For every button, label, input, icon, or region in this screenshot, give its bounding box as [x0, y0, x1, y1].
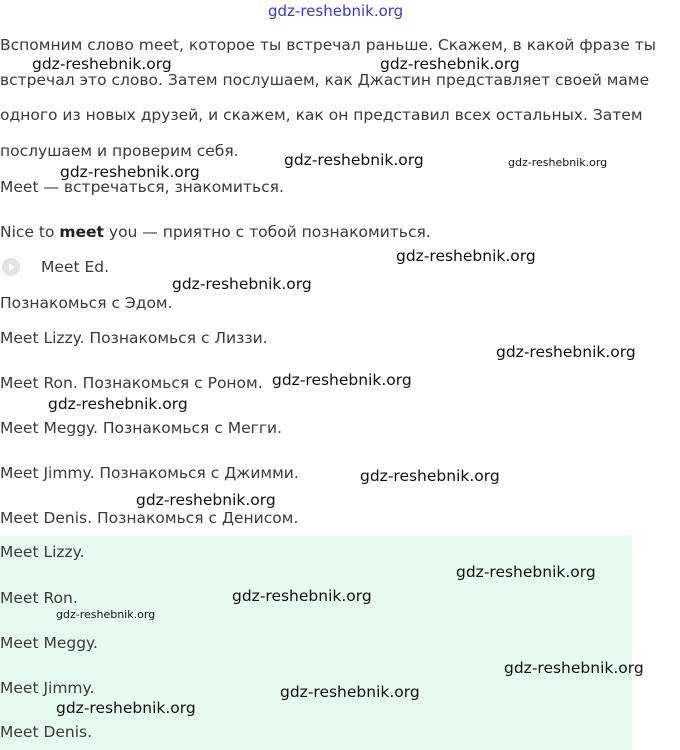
watermark: gdz-reshebnik.org: [360, 467, 500, 485]
watermark: gdz-reshebnik.org: [496, 343, 636, 361]
intro-line-3: одного из новых друзей, и скажем, как он представил всех остальных. Затем: [0, 106, 643, 124]
example-sentence: [0, 223, 431, 241]
example-after: you — приятно с тобой познакомиться.: [103, 223, 431, 241]
watermark: gdz-reshebnik.org: [456, 563, 596, 581]
audio-translation: Познакомься с Эдом.: [0, 294, 173, 312]
intro-line-4: послушаем и проверим себя.: [0, 142, 239, 160]
example-before: Nice to: [0, 223, 60, 241]
answer-meggy: Meet Meggy.: [0, 634, 98, 652]
answer-lizzy: Meet Lizzy.: [0, 543, 85, 561]
watermark: gdz-reshebnik.org: [284, 151, 424, 169]
watermark: gdz-reshebnik.org: [32, 55, 172, 73]
watermark-top: gdz-reshebnik.org: [268, 2, 404, 20]
example-bold: meet: [59, 223, 104, 241]
line-meggy: Meet Meggy. Познакомься с Мегги.: [0, 419, 282, 437]
watermark: gdz-reshebnik.org: [56, 608, 156, 621]
watermark: gdz-reshebnik.org: [48, 395, 188, 413]
definition: Meet — встречаться, знакомиться.: [0, 178, 284, 196]
answer-ron: Meet Ron.: [0, 589, 78, 607]
watermark: gdz-reshebnik.org: [60, 163, 200, 181]
line-ron: Meet Ron. Познакомься с Роном.: [0, 374, 263, 392]
intro-line-2: встречал это слово. Затем послушаем, как Джастин представляет своей маме: [0, 71, 650, 89]
line-jimmy: Meet Jimmy. Познакомься с Джимми.: [0, 464, 299, 482]
watermark: gdz-reshebnik.org: [396, 247, 536, 265]
watermark: gdz-reshebnik.org: [280, 683, 420, 701]
watermark: gdz-reshebnik.org: [136, 491, 276, 509]
watermark: gdz-reshebnik.org: [172, 275, 312, 293]
audio-line: Meet Ed.: [41, 258, 110, 276]
answer-jimmy: Meet Jimmy.: [0, 679, 95, 697]
line-lizzy: Meet Lizzy. Познакомься с Лиззи.: [0, 329, 268, 347]
intro-line-1: Вспомним слово meet, которое ты встречал раньше. Скажем, в какой фразе ты: [0, 36, 656, 54]
play-icon[interactable]: [2, 258, 20, 276]
line-denis: Meet Denis. Познакомься с Денисом.: [0, 509, 299, 527]
watermark: gdz-reshebnik.org: [232, 587, 372, 605]
watermark: gdz-reshebnik.org: [504, 659, 644, 677]
watermark: gdz-reshebnik.org: [272, 371, 412, 389]
watermark: gdz-reshebnik.org: [508, 156, 608, 169]
answer-denis: Meet Denis.: [0, 723, 93, 741]
watermark: gdz-reshebnik.org: [380, 55, 520, 73]
watermark: gdz-reshebnik.org: [56, 699, 196, 717]
